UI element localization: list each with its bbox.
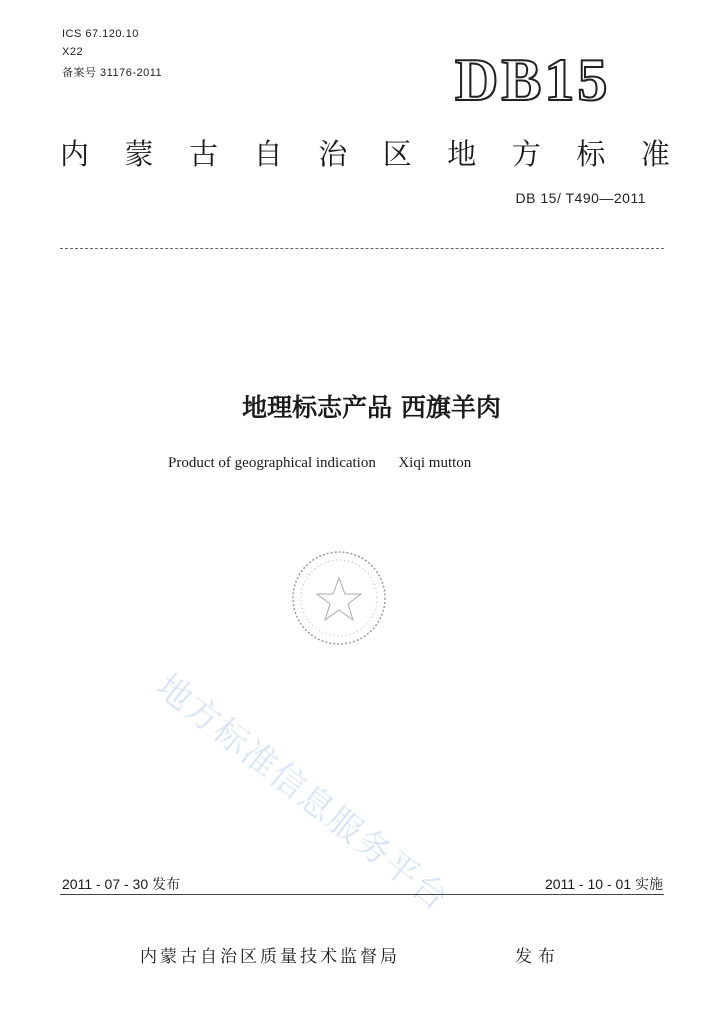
standard-type-char: 区: [382, 137, 412, 171]
db15-logo: DB15: [455, 47, 611, 113]
ics-code: ICS 67.120.10: [62, 28, 139, 40]
standard-number: DB 15/ T490—2011: [515, 190, 646, 206]
standard-type-char: 地: [447, 137, 477, 171]
watermark-text: 地方标准信息服务平台: [148, 666, 457, 920]
issue-date: 2011 - 07 - 30 发布: [62, 876, 181, 892]
header-divider: [60, 248, 664, 249]
standard-type-char: 治: [318, 137, 348, 171]
filing-number: 备案号 31176-2011: [62, 67, 163, 79]
standard-type-char: 内: [60, 137, 90, 171]
standard-type-heading: [60, 132, 670, 173]
footer-divider: [60, 894, 664, 895]
seal-stamp: [289, 548, 389, 648]
standard-type-char: 标: [576, 137, 606, 171]
title-chinese: 地理标志产品 西旗羊肉: [242, 393, 501, 422]
standard-type-char: 蒙: [124, 137, 154, 171]
issue-label: 发布: [515, 947, 561, 967]
implementation-date: 2011 - 10 - 01 实施: [544, 876, 663, 892]
standard-type-char: 自: [253, 137, 283, 171]
standard-type-char: 方: [511, 137, 541, 171]
standard-type-char: 古: [189, 137, 219, 171]
ccs-code: X22: [62, 46, 84, 58]
standard-type-char: 准: [640, 137, 670, 171]
issuing-authority: 内蒙古自治区质量技术监督局: [140, 947, 400, 967]
title-english: Product of geographical indication Xiqi mutton: [168, 455, 472, 471]
